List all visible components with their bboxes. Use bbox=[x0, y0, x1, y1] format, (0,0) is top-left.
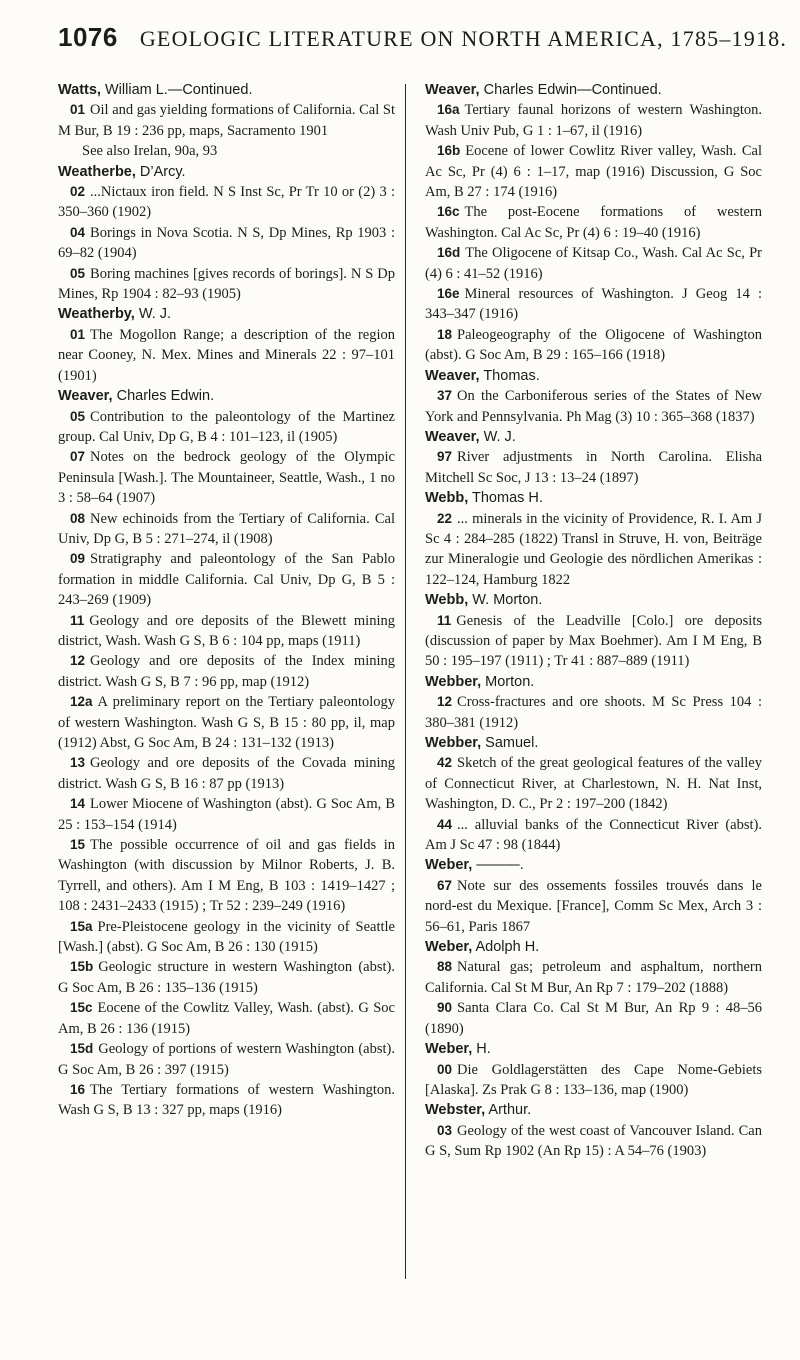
citation-text: Pre-Pleistocene geology in the vicinity of Seattle [Wash.] (abst). G Soc Am, B 26 : 130 (1915) bbox=[58, 918, 395, 956]
citation-text: ... minerals in the vicinity of Providence, R. I. Am J Sc 4 : 284–285 (1822) Transl in Struve, H. von, Beiträge zur Mineralogie und Geologie des nördlichen Amerikas : 122–124, Hamburg 1822 bbox=[425, 510, 762, 588]
citation-number: 15d bbox=[70, 1041, 94, 1057]
author-entry bbox=[425, 672, 762, 733]
citation-number: 88 bbox=[437, 959, 453, 975]
citation-item bbox=[425, 141, 762, 202]
author-entry bbox=[425, 855, 762, 937]
citation-number: 01 bbox=[70, 102, 86, 118]
author-heading bbox=[425, 733, 762, 753]
citation-number: 16c bbox=[437, 204, 460, 220]
citation-text: The post-Eocene formations of western Washington. Cal Ac Sc, Pr (4) 6 : 19–40 (1916) bbox=[425, 204, 762, 241]
author-entry bbox=[425, 590, 762, 672]
citation-item bbox=[425, 957, 762, 998]
author-heading bbox=[425, 1039, 762, 1059]
author-heading bbox=[425, 1100, 762, 1120]
see-also-reference: See also Irelan, 90a, 93 bbox=[82, 143, 218, 160]
citation-item bbox=[58, 1039, 395, 1080]
citation-text: Stratigraphy and paleontology of the San Pablo formation in middle California. Cal Univ, Dp G, B 5 : 243–269 (1909) bbox=[58, 551, 395, 609]
citation-item bbox=[58, 264, 395, 305]
citation-text: Geology of the west coast of Vancouver Island. Can G S, Sum Rp 1902 (An Rp 15) : A 54–76 (1903) bbox=[425, 1122, 762, 1160]
citation-text: ...Nictaux iron field. N S Inst Sc, Pr Tr 10 or (2) 3 : 350–360 (1902) bbox=[58, 184, 395, 221]
citation-number: 13 bbox=[70, 755, 86, 771]
citation-number: 09 bbox=[70, 551, 86, 567]
citation-number: 05 bbox=[70, 408, 86, 424]
citation-number: 15c bbox=[70, 1000, 93, 1016]
citation-text: Borings in Nova Scotia. N S, Dp Mines, Rp 1903 : 69–82 (1904) bbox=[58, 224, 395, 262]
citation-text: Geology and ore deposits of the Index mining district. Wash G S, B 7 : 96 pp, map (1912) bbox=[58, 653, 395, 690]
citation-item bbox=[58, 835, 395, 917]
author-entry bbox=[425, 1100, 762, 1161]
citation-number: 04 bbox=[70, 224, 86, 240]
citation-text: The Mogollon Range; a description of the region near Cooney, N. Mex. Mines and Minerals 22 : 97–101 (1901) bbox=[58, 326, 395, 384]
citation-item bbox=[58, 509, 395, 550]
citation-number: 07 bbox=[70, 449, 86, 465]
citation-item bbox=[425, 692, 762, 733]
citation-number: 44 bbox=[437, 816, 453, 832]
citation-item bbox=[58, 917, 395, 958]
author-given-name: W. J. bbox=[134, 306, 172, 323]
running-head: GEOLOGIC LITERATURE ON NORTH AMERICA, 1785–1918. bbox=[139, 26, 788, 51]
author-name: Weber, bbox=[425, 1041, 473, 1058]
author-name: Webb, bbox=[425, 592, 469, 609]
author-name: Webber, bbox=[425, 673, 482, 690]
citation-number: 37 bbox=[437, 388, 453, 404]
citation-item bbox=[425, 1060, 762, 1101]
author-given-name: Arthur. bbox=[485, 1102, 532, 1119]
citation-text: Eocene of lower Cowlitz River valley, Wash. Cal Ac Sc, Pr (4) 6 : 1–17, map (1916) Discussion, G Soc Am, B 27 : 174 (1916) bbox=[425, 143, 762, 201]
author-given-name: Morton. bbox=[481, 673, 535, 690]
citation-number: 42 bbox=[437, 755, 453, 771]
author-name: Weber, bbox=[425, 939, 473, 956]
citation-text: Sketch of the great geological features of the valley of Connecticut River, at Charlestown, N. H. Nat Inst, Washington, D. C., Pr 2 : 197–200 (1842) bbox=[425, 755, 762, 813]
citation-text: Paleogeography of the Oligocene of Washington (abst). G Soc Am, B 29 : 165–166 (1918) bbox=[425, 326, 762, 364]
citation-text: New echinoids from the Tertiary of California. Cal Univ, Dp G, B 5 : 271–274, il (1908) bbox=[58, 510, 395, 547]
citation-text: Die Goldlagerstätten des Cape Nome-Gebiets [Alaska]. Zs Prak G 8 : 133–136, map (1900) bbox=[425, 1061, 762, 1098]
author-given-name: Thomas H. bbox=[468, 490, 543, 507]
author-name: Webster, bbox=[425, 1102, 486, 1119]
citation-item bbox=[425, 202, 762, 243]
citation-text: The Oligocene of Kitsap Co., Wash. Cal Ac Sc, Pr (4) 6 : 41–52 (1916) bbox=[425, 245, 762, 282]
left-column bbox=[58, 80, 395, 1121]
author-entry bbox=[425, 733, 762, 855]
citation-text: Santa Clara Co. Cal St M Bur, An Rp 9 : 48–56 (1890) bbox=[425, 1000, 762, 1037]
citation-text: Tertiary faunal horizons of western Washington. Wash Univ Pub, G 1 : 1–67, il (1916) bbox=[425, 102, 762, 139]
author-entry bbox=[425, 1039, 762, 1100]
citation-item bbox=[58, 407, 395, 448]
citation-text: Geology of portions of western Washington (abst). G Soc Am, B 26 : 397 (1915) bbox=[58, 1041, 395, 1078]
author-name: Weaver, bbox=[425, 82, 480, 98]
citation-item bbox=[425, 447, 762, 488]
author-name: Webb, bbox=[425, 490, 469, 507]
two-column-body bbox=[0, 80, 800, 1350]
author-entry bbox=[58, 162, 395, 305]
citation-text: Cross-fractures and ore shoots. M Sc Press 104 : 380–381 (1912) bbox=[425, 694, 762, 731]
citation-text: Geologic structure in western Washington (abst). G Soc Am, B 26 : 135–136 (1915) bbox=[58, 959, 395, 996]
citation-number: 12a bbox=[70, 694, 93, 710]
citation-number: 16b bbox=[437, 143, 461, 159]
author-given-name: W. Morton. bbox=[468, 592, 543, 609]
author-name: Weaver, bbox=[425, 428, 480, 445]
author-heading bbox=[425, 488, 762, 508]
author-heading bbox=[58, 162, 395, 182]
author-heading bbox=[58, 386, 395, 406]
author-given-name: Samuel. bbox=[481, 735, 539, 751]
citation-number: 97 bbox=[437, 449, 453, 465]
citation-text: Natural gas; petroleum and asphaltum, northern California. Cal St M Bur, An Rp 7 : 179–202 (1888) bbox=[425, 959, 762, 996]
author-name: Weaver, bbox=[425, 367, 480, 384]
author-entry bbox=[58, 80, 395, 162]
citation-number: 05 bbox=[70, 265, 86, 281]
author-entry bbox=[425, 366, 762, 427]
citation-number: 22 bbox=[437, 510, 453, 526]
citation-number: 16d bbox=[437, 245, 461, 261]
citation-text: The possible occurrence of oil and gas fields in Washington (with discussion by Milnor Roberts, J. B. Tyrrell, and others). Am I M Eng, B 103 : 1419–1427 ; 108 : 2431–2433 (1915) ; Tr 52 : 239–249 (1916) bbox=[58, 837, 395, 915]
citation-item bbox=[425, 1121, 762, 1162]
citation-text: ... alluvial banks of the Connecticut River (abst). Am J Sc 47 : 98 (1844) bbox=[425, 816, 762, 854]
citation-text: A preliminary report on the Tertiary paleontology of western Washington. Wash G S, B 15 : 80 pp, il, map (1912) Abst, G Soc Am, B 24 : 131–132 (1913) bbox=[58, 694, 395, 751]
author-name: Watts, bbox=[58, 82, 101, 98]
citation-text: Genesis of the Leadville [Colo.] ore deposits (discussion of paper by Max Boehmer). Am I M Eng, B 50 : 195–197 (1911) ; Tr 41 : 887–889 (1911) bbox=[425, 612, 762, 670]
author-heading bbox=[58, 304, 395, 324]
citation-text: Boring machines [gives records of borings]. N S Dp Mines, Rp 1904 : 82–93 (1905) bbox=[58, 265, 395, 303]
citation-text: Eocene of the Cowlitz Valley, Wash. (abst). G Soc Am, B 26 : 136 (1915) bbox=[58, 1000, 395, 1037]
citation-item bbox=[58, 611, 395, 652]
citation-number: 15 bbox=[70, 837, 86, 853]
citation-item bbox=[58, 182, 395, 223]
citation-text: River adjustments in North Carolina. Elisha Mitchell Sc Soc, J 13 : 13–24 (1897) bbox=[425, 449, 762, 486]
citation-item bbox=[58, 794, 395, 835]
column-divider bbox=[405, 84, 406, 1279]
citation-text: On the Carboniferous series of the States of New York and Pennsylvania. Ph Mag (3) 10 : 365–368 (1837) bbox=[425, 388, 762, 425]
citation-item bbox=[58, 549, 395, 610]
author-heading bbox=[425, 855, 762, 875]
citation-number: 11 bbox=[70, 612, 85, 628]
citation-number: 12 bbox=[70, 653, 86, 669]
citation-number: 12 bbox=[437, 694, 453, 710]
author-given-name: W. J. bbox=[479, 428, 516, 445]
citation-item bbox=[425, 876, 762, 937]
citation-item bbox=[425, 100, 762, 141]
citation-text: Mineral resources of Washington. J Geog 14 : 343–347 (1916) bbox=[425, 286, 762, 323]
author-name: Weaver, bbox=[58, 388, 113, 405]
citation-item bbox=[425, 386, 762, 427]
citation-item bbox=[425, 284, 762, 325]
author-name: Weber, bbox=[425, 857, 473, 874]
page-number: 1076 bbox=[58, 22, 118, 52]
citation-text: Geology and ore deposits of the Covada mining district. Wash G S, B 16 : 87 pp (1913) bbox=[58, 755, 395, 792]
author-given-name: Charles Edwin—Continued. bbox=[479, 82, 662, 98]
author-name: Webber, bbox=[425, 735, 482, 751]
citation-item bbox=[58, 100, 395, 141]
citation-number: 11 bbox=[437, 612, 452, 628]
citation-text: Lower Miocene of Washington (abst). G Soc Am, B 25 : 153–154 (1914) bbox=[58, 796, 395, 833]
right-column bbox=[425, 80, 762, 1162]
citation-number: 01 bbox=[70, 326, 86, 342]
author-heading bbox=[425, 80, 762, 100]
author-entry bbox=[425, 488, 762, 590]
citation-item bbox=[58, 325, 395, 386]
author-heading bbox=[425, 427, 762, 447]
citation-item bbox=[58, 998, 395, 1039]
citation-item bbox=[58, 223, 395, 264]
citation-item bbox=[425, 509, 762, 591]
author-given-name: William L.—Continued. bbox=[100, 82, 253, 98]
citation-number: 16e bbox=[437, 286, 460, 302]
citation-text: Contribution to the paleontology of the Martinez group. Cal Univ, Dp G, B 4 : 101–123, il (1905) bbox=[58, 408, 395, 445]
author-given-name: ———. bbox=[472, 857, 524, 874]
citation-text: Note sur des ossements fossiles trouvés dans le nord-est du Mexique. [France], Comm Sc Mex, Arch 3 : 56–61, Paris 1867 bbox=[425, 877, 762, 935]
author-entry bbox=[58, 304, 395, 386]
citation-number: 16a bbox=[437, 102, 460, 118]
author-heading bbox=[425, 937, 762, 957]
author-entry bbox=[58, 386, 395, 1121]
author-given-name: D’Arcy. bbox=[135, 163, 186, 180]
author-given-name: H. bbox=[472, 1041, 491, 1058]
citation-number: 15b bbox=[70, 959, 94, 975]
citation-item bbox=[425, 611, 762, 672]
citation-item bbox=[58, 447, 395, 508]
citation-number: 00 bbox=[437, 1061, 453, 1077]
author-heading bbox=[425, 366, 762, 386]
author-entry bbox=[425, 937, 762, 1039]
author-heading bbox=[425, 590, 762, 610]
citation-item bbox=[58, 651, 395, 692]
citation-item bbox=[58, 692, 395, 753]
author-name: Weatherbe, bbox=[58, 163, 136, 180]
citation-item bbox=[58, 957, 395, 998]
page-header bbox=[58, 22, 788, 72]
citation-number: 67 bbox=[437, 877, 453, 893]
citation-number: 14 bbox=[70, 796, 86, 812]
author-given-name: Thomas. bbox=[479, 367, 540, 384]
citation-text: The Tertiary formations of western Washington. Wash G S, B 13 : 327 pp, maps (1916) bbox=[58, 1081, 395, 1119]
citation-text: Notes on the bedrock geology of the Olympic Peninsula [Wash.]. The Mountaineer, Seattle, Wash., 1 no 3 : 58–64 (1907) bbox=[58, 449, 395, 507]
citation-number: 08 bbox=[70, 510, 86, 526]
author-entry bbox=[425, 427, 762, 488]
citation-item bbox=[425, 753, 762, 814]
citation-text: Oil and gas yielding formations of California. Cal St M Bur, B 19 : 236 pp, maps, Sacramento 1901 bbox=[58, 102, 395, 139]
citation-number: 02 bbox=[70, 184, 86, 200]
author-given-name: Charles Edwin. bbox=[112, 388, 215, 405]
citation-number: 90 bbox=[437, 1000, 453, 1016]
citation-item bbox=[425, 815, 762, 856]
citation-item bbox=[425, 243, 762, 284]
citation-number: 03 bbox=[437, 1122, 453, 1138]
citation-text: Geology and ore deposits of the Blewett mining district, Wash. Wash G S, B 6 : 104 pp, maps (1911) bbox=[58, 612, 395, 649]
citation-item bbox=[58, 1080, 395, 1121]
author-entry bbox=[425, 80, 762, 366]
citation-number: 18 bbox=[437, 326, 453, 342]
citation-item bbox=[425, 325, 762, 366]
citation-item bbox=[425, 998, 762, 1039]
citation-item bbox=[58, 753, 395, 794]
citation-number: 15a bbox=[70, 918, 93, 934]
citation-number: 16 bbox=[70, 1081, 86, 1097]
author-given-name: Adolph H. bbox=[472, 939, 540, 956]
author-heading bbox=[58, 80, 395, 100]
author-heading bbox=[425, 672, 762, 692]
author-name: Weatherby, bbox=[58, 306, 135, 323]
